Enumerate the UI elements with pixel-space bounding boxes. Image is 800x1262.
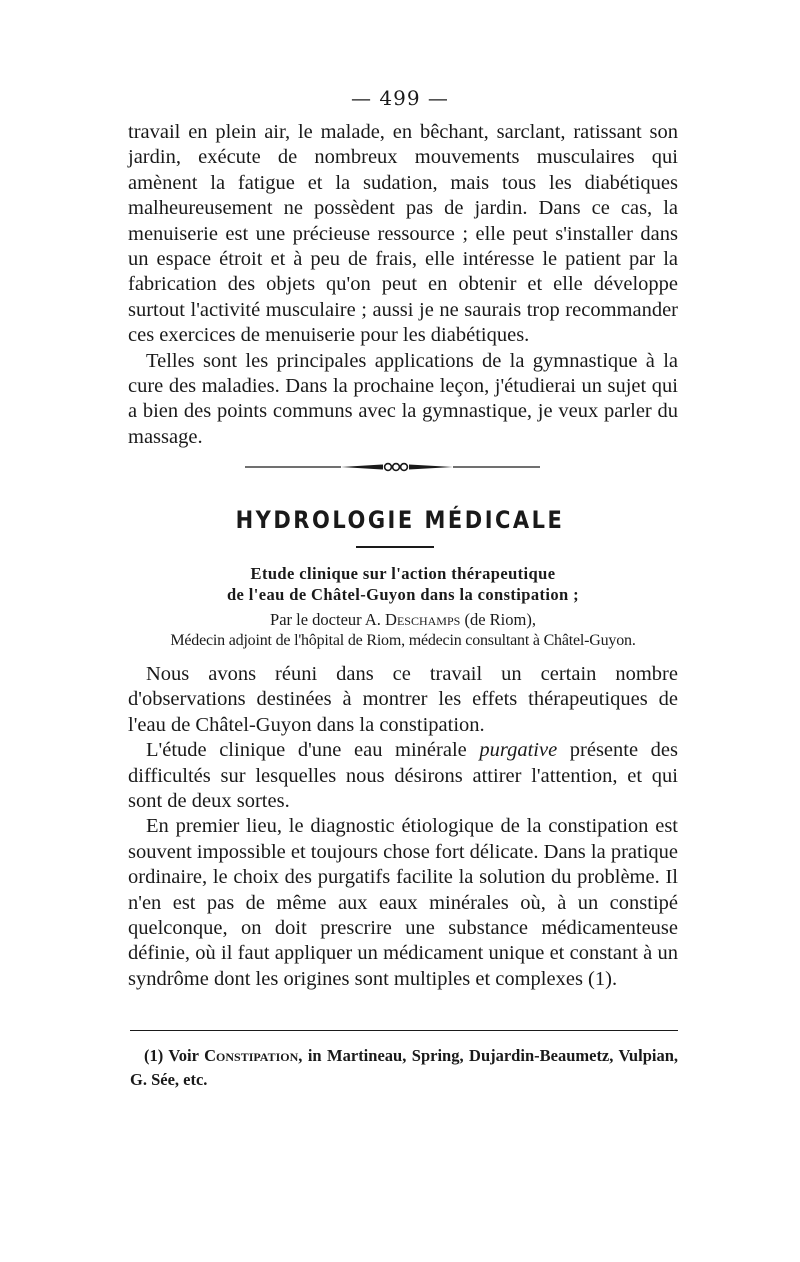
footnote-marker: (1) Voir (144, 1046, 205, 1065)
author-name: Deschamps (385, 610, 461, 629)
page-number: — 499 — (351, 86, 449, 110)
article-paragraph-2 (128, 738, 678, 814)
article-paragraph-1: Nous avons réuni dans ce travail un certain nombre d'observations destinées à montrer les effets thérapeutiques de l'eau de Châtel-Guyon dans la constipation. (128, 663, 678, 736)
intro-text (128, 120, 678, 450)
author-affiliation: Médecin adjoint de l'hôpital de Riom, médecin consultant à Châtel-Guyon. (170, 632, 636, 649)
ornamental-divider (245, 460, 540, 474)
article-paragraph-3: En premier lieu, le diagnostic étiologique de la constipation est souvent impossible et toujours chose fort délicate. Dans la pratique ordinaire, le choix des purgatifs facilite la solution du problème. Il n'en est pas de même aux eaux minérales où, à un constipé quelconque, on doit prescrire une substance médicamenteuse définie, où il faut appliquer un médicament unique et constant à un syndrôme dont les origines sont multiples et complexes (1). (128, 815, 678, 990)
author-suffix: (de Riom), (460, 610, 536, 629)
footnote-term: Constipation (204, 1046, 299, 1065)
article-title-line-2: de l'eau de Châtel-Guyon dans la constipation ; (226, 585, 580, 604)
intro-paragraph-2: Telles sont les principales applications de la gymnastique à la cure des maladies. Dans la prochaine leçon, j'étudierai un sujet qui a bien des points communs avec la gymnastique, je veux parler du massage. (128, 349, 678, 448)
title-rule (356, 546, 434, 548)
footnote-rule (130, 1030, 678, 1031)
article-title-line-1: Etude clinique sur l'action thérapeutique (250, 564, 556, 583)
footnote-text: , in Martineau, Spring, Dujardin-Beaumetz, Vulpian, G. Sée, etc. (130, 1046, 679, 1089)
article-body (128, 662, 678, 992)
article-author (128, 609, 678, 630)
paragraph-2-text-after: présente des difficultés sur lesquelles nous désirons attirer l'attention, et qui sont de deux sortes. (128, 739, 679, 813)
emphasis-purgative: purgative (479, 739, 558, 762)
author-prefix: Par le docteur A. (270, 610, 386, 629)
intro-paragraph-1: travail en plein air, le malade, en bêchant, sarclant, ratissant son jardin, exécute de nombreux mouvements musculaires qui amènent la fatigue et la sudation, mais tous les diabétiques malheureusement ne possèdent pas de jardin. Dans ce cas, la menuiserie est une précieuse ressource ; elle peut s'installer dans un espace étroit et à peu de frais, elle intéresse le patient par la fabrication des objets qu'on peut en obtenir et elle développe surtout l'activité musculaire ; aussi je ne saurais trop recommander ces exercices de menuiserie pour les diabétiques. (128, 121, 678, 347)
article-header (128, 563, 678, 651)
paragraph-2-text-before: L'étude clinique d'une eau minérale (146, 739, 480, 762)
footnote (130, 1044, 678, 1092)
section-title: HYDROLOGIE MÉDICALE (235, 506, 565, 534)
